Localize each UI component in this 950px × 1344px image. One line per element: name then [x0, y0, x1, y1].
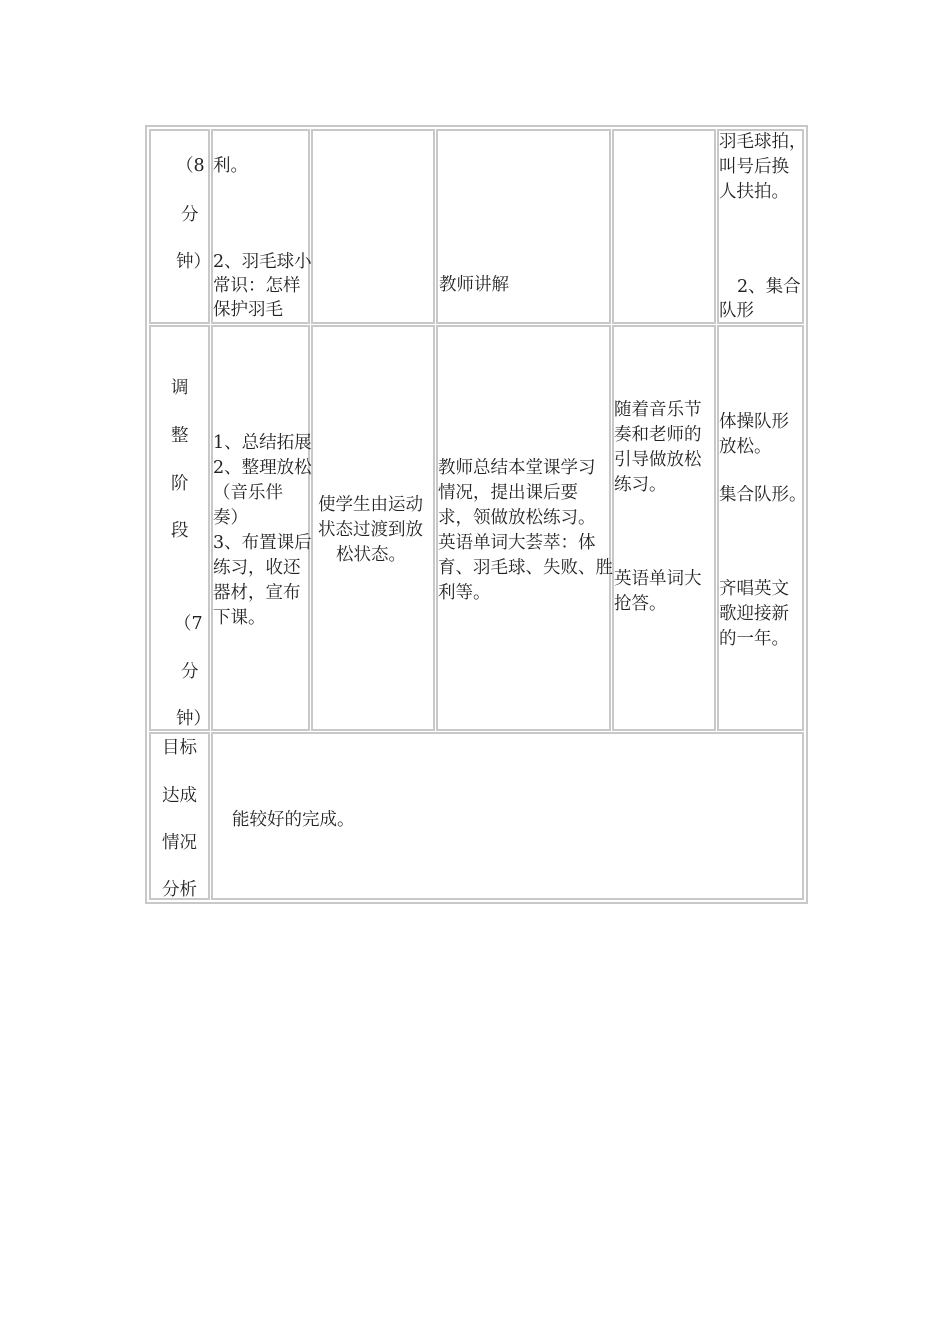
row2-content-line: 1、总结拓展 [213, 433, 312, 453]
row1-time-line: （8 [176, 156, 205, 176]
row2-teacher-line: 教师总结本堂课学习 [438, 458, 596, 478]
row2-goal-line: 使学生由运动 [318, 495, 423, 515]
row2-time-line: （7 [174, 614, 203, 634]
row2-student-line: 练习。 [614, 475, 667, 495]
row2-student-line: 英语单词大 [614, 569, 702, 589]
row2-stage-char: 整 [171, 426, 189, 446]
row2-content-line: 练习，收还 [213, 558, 301, 578]
row2-teacher-line: 利等。 [438, 583, 491, 603]
row3-label-line: 情况 [162, 833, 197, 853]
row2-org-line: 歌迎接新 [719, 604, 789, 624]
row2-content-line: 2、整理放松 [213, 458, 312, 478]
row2-org-line: 的一年。 [719, 629, 789, 649]
row1-content-top: 利。 [213, 156, 248, 176]
row1-content-line: 常识：怎样 [213, 276, 301, 296]
row2-teacher-line: 情况，提出课后要 [438, 483, 578, 503]
row2-content-line: 奏） [213, 508, 248, 528]
row1-time-line: 分 [181, 205, 199, 225]
row2-org-line: 集合队形。 [719, 485, 807, 505]
row2-content-line: （音乐伴 [213, 483, 283, 503]
row2-content-line: 器材，宣布 [213, 583, 301, 603]
row2-student-cell [612, 325, 716, 731]
row2-org-line: 齐唱英文 [719, 579, 789, 599]
row3-analysis-text: 能较好的完成。 [232, 810, 355, 830]
row3-label-line: 分析 [162, 880, 197, 900]
row1-org-line: 队形 [719, 301, 754, 321]
row3-label-line: 达成 [162, 786, 197, 806]
row1-org-line: 2、集合 [737, 277, 801, 297]
row2-student-line: 奏和老师的 [614, 425, 702, 445]
row2-student-line: 随着音乐节 [614, 400, 702, 420]
row2-student-line: 抢答。 [614, 594, 667, 614]
row2-org-line: 放松。 [719, 437, 772, 457]
row2-org-line: 体操队形 [719, 412, 789, 432]
row2-goal-line: 松状态。 [336, 545, 406, 565]
row3-label-line: 目标 [162, 738, 197, 758]
row1-goal-cell [311, 129, 435, 324]
row2-time-line: 分 [181, 662, 199, 682]
row2-content-line: 3、布置课后 [213, 533, 312, 553]
row1-time-line: 钟） [176, 252, 211, 272]
row1-student-cell [612, 129, 716, 324]
row1-org-line: 羽毛球拍， [719, 132, 807, 152]
row2-student-line: 引导做放松 [614, 450, 702, 470]
row2-stage-char: 阶 [171, 474, 189, 494]
row1-content-line: 保护羽毛 [213, 300, 283, 320]
row2-stage-char: 段 [171, 521, 189, 541]
row2-time-line: 钟） [176, 709, 211, 729]
row2-stage-char: 调 [171, 378, 189, 398]
row2-teacher-line: 英语单词大荟萃：体 [438, 533, 596, 553]
row1-content-line: 2、羽毛球小 [213, 252, 312, 272]
row2-teacher-line: 育、羽毛球、失败、胜 [438, 558, 613, 578]
row2-org-cell [717, 325, 804, 731]
row1-org-line: 人扶拍。 [719, 182, 789, 202]
row2-content-line: 下课。 [213, 608, 266, 628]
row1-org-line: 叫号后换 [719, 157, 789, 177]
row1-teacher-text: 教师讲解 [439, 275, 509, 295]
row2-teacher-line: 求，领做放松练习。 [438, 508, 596, 528]
row2-goal-line: 状态过渡到放 [318, 520, 423, 540]
